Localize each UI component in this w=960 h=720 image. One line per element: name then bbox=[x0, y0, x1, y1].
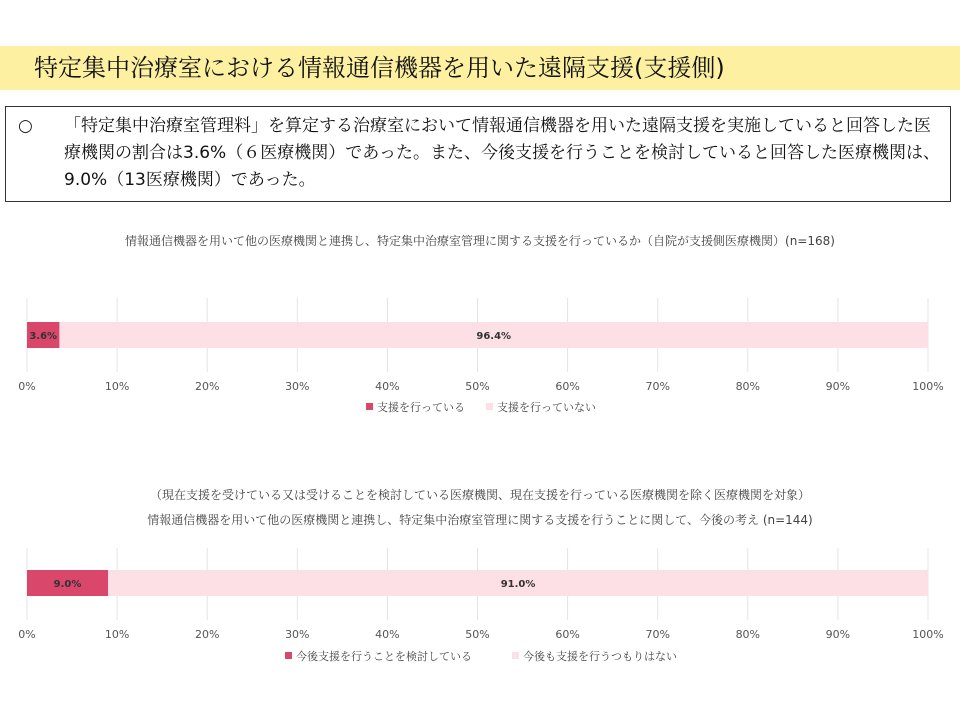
chart1-tick-label: 100% bbox=[912, 380, 944, 393]
chart2-tick-label: 30% bbox=[285, 628, 310, 641]
chart2-subtitle: （現在支援を受けている又は受けることを検討している医療機関、現在支援を行っている医療機関を除く医療機関を対象） bbox=[149, 488, 810, 502]
chart1-tick-label: 40% bbox=[375, 380, 400, 393]
chart1-tick-label: 90% bbox=[825, 380, 851, 393]
page-title: 特定集中治療室における情報通信機器を用いた遠隔支援(支援側) bbox=[34, 54, 725, 82]
chart2-legend-label: 今後支援を行うことを検討している bbox=[296, 650, 472, 663]
chart2-tick-label: 100% bbox=[912, 628, 944, 641]
chart1-tick-label: 0% bbox=[18, 380, 36, 393]
chart2-tick-label: 90% bbox=[825, 628, 851, 641]
chart2-tick-label: 80% bbox=[735, 628, 761, 641]
chart1-tick-label: 80% bbox=[735, 380, 761, 393]
chart2-tick-label: 40% bbox=[375, 628, 400, 641]
chart1-tick-label: 10% bbox=[104, 380, 130, 393]
summary-text: 「特定集中治療室管理料」を算定する治療室において情報通信機器を用いた遠隔支援を実施していると回答した医療機関の割合は3.6%（６医療機関）であった。また、今後支援を行うことを検討していると回答した医療機関は、9.0%（13医療機関）であった。 bbox=[64, 116, 941, 190]
chart2-legend-swatch bbox=[512, 652, 519, 659]
chart1-tick-label: 30% bbox=[285, 380, 310, 393]
chart2-tick-label: 70% bbox=[645, 628, 670, 641]
chart2-legend-swatch bbox=[285, 652, 292, 659]
chart1-tick-label: 60% bbox=[555, 380, 580, 393]
chart2-tick-label: 10% bbox=[104, 628, 130, 641]
chart2-tick-label: 60% bbox=[555, 628, 580, 641]
chart1-tick-label: 20% bbox=[194, 380, 220, 393]
chart1-legend-swatch bbox=[486, 403, 493, 410]
chart1-data-label: 3.6% bbox=[29, 331, 58, 342]
chart2-title: 情報通信機器を用いて他の医療機関と連携し、特定集中治療室管理に関する支援を行うことに関して、今後の考え (n=144) bbox=[147, 513, 813, 527]
chart1-data-label: 96.4% bbox=[476, 331, 512, 342]
chart1-legend-swatch bbox=[366, 403, 373, 410]
chart2-data-label: 91.0% bbox=[500, 579, 536, 590]
summary-bullet: ○ bbox=[18, 116, 33, 136]
chart2-tick-label: 20% bbox=[194, 628, 220, 641]
chart2-tick-label: 50% bbox=[465, 628, 490, 641]
chart1-legend-label: 支援を行っている bbox=[377, 401, 465, 414]
chart1-tick-label: 70% bbox=[645, 380, 670, 393]
chart2-legend-label: 今後も支援を行うつもりはない bbox=[523, 650, 677, 663]
chart2-data-label: 9.0% bbox=[53, 579, 82, 590]
chart1-title: 情報通信機器を用いて他の医療機関と連携し、特定集中治療室管理に関する支援を行っているか（自院が支援側医療機関）(n=168) bbox=[125, 234, 835, 248]
chart2-tick-label: 0% bbox=[18, 628, 36, 641]
chart1-legend-label: 支援を行っていない bbox=[497, 401, 596, 414]
chart1-tick-label: 50% bbox=[465, 380, 490, 393]
